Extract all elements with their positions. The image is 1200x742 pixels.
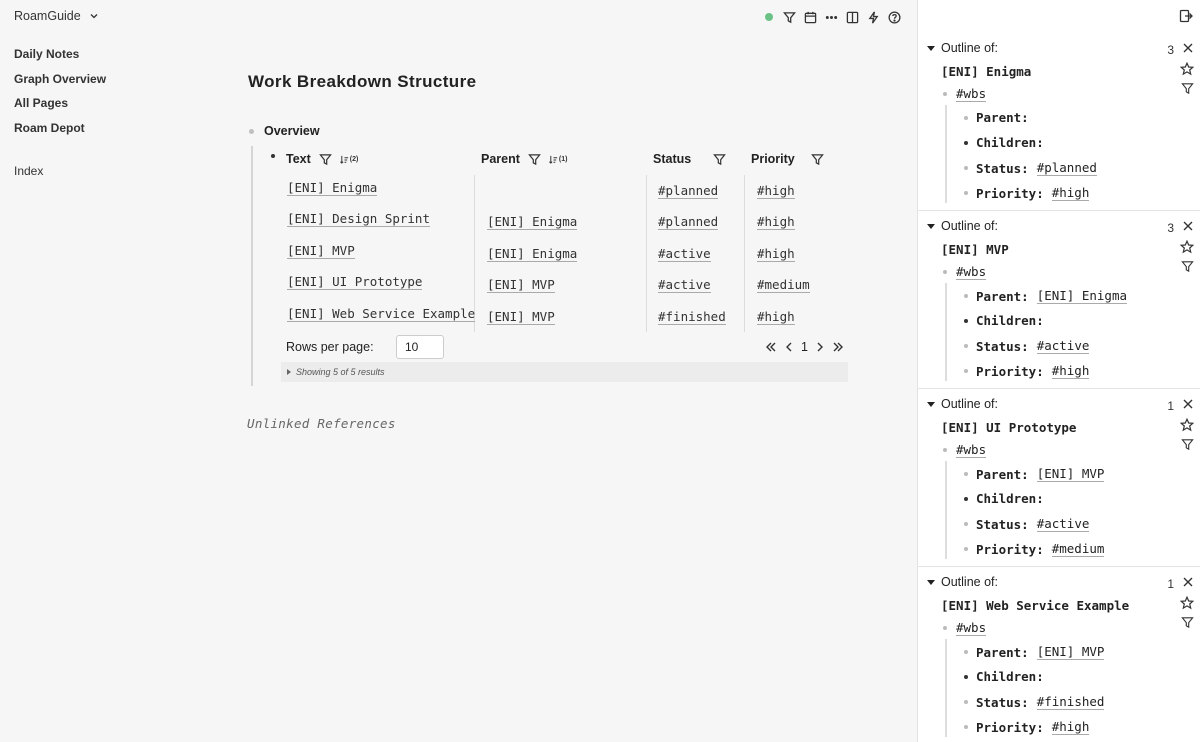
- close-sidebar-icon[interactable]: [1179, 9, 1193, 23]
- block-bullet[interactable]: [964, 522, 968, 526]
- graph-name: RoamGuide: [14, 9, 81, 23]
- right-sidebar: [917, 0, 1200, 742]
- outline-panel: [918, 389, 1200, 567]
- pagination: [765, 340, 844, 354]
- column-header-label: Text: [286, 152, 311, 166]
- block-bullet[interactable]: [964, 547, 968, 551]
- outline-count: 3: [1167, 43, 1174, 57]
- last-page-icon[interactable]: [832, 341, 844, 353]
- wbs-tag[interactable]: #wbs: [956, 86, 987, 101]
- property-key: Children:: [976, 135, 1044, 150]
- property-value[interactable]: #active: [1036, 338, 1090, 353]
- block-bullet[interactable]: [964, 725, 968, 729]
- property-key: Priority:: [976, 185, 1044, 201]
- sort-descending-icon: [549, 155, 558, 164]
- page-title: Work Breakdown Structure: [248, 72, 477, 91]
- sort-order-badge: (2): [349, 155, 359, 163]
- outline-page-title[interactable]: [ENI] MVP: [941, 242, 1009, 257]
- block-indent-line: [945, 283, 947, 381]
- column-header-label: Priority: [751, 152, 795, 166]
- cell-priority-tag[interactable]: #high: [757, 183, 795, 198]
- sidebar-toggle-button[interactable]: [842, 8, 863, 26]
- block-bullet[interactable]: [964, 344, 968, 348]
- sidebar-toggle-icon: [846, 11, 859, 24]
- block-bullet[interactable]: [964, 650, 968, 654]
- more-button[interactable]: [821, 8, 842, 26]
- property-key: Status:: [976, 160, 1029, 176]
- sidebar-item-daily-notes[interactable]: Daily Notes: [14, 47, 80, 61]
- rows-per-page-label: Rows per page:: [286, 340, 374, 354]
- outline-header[interactable]: [927, 41, 998, 55]
- caret-right-icon: [287, 369, 291, 375]
- column-header-label: Status: [653, 152, 692, 166]
- outline-count: 1: [1167, 577, 1174, 591]
- filter-icon: [783, 11, 796, 24]
- block-bullet[interactable]: [964, 294, 968, 298]
- caret-down-icon: [927, 580, 935, 585]
- cell-status-tag[interactable]: #planned: [658, 183, 719, 198]
- caret-down-icon: [927, 46, 935, 51]
- block-bullet[interactable]: [964, 319, 968, 323]
- sidebar-item-index[interactable]: Index: [14, 164, 44, 178]
- outline-header[interactable]: [927, 575, 998, 589]
- property-children: [964, 135, 1044, 150]
- filter-icon[interactable]: [1181, 260, 1194, 273]
- cell-parent-link[interactable]: [ENI] MVP: [487, 277, 555, 292]
- column-divider: [646, 175, 647, 332]
- cell-priority-tag[interactable]: #high: [757, 214, 795, 229]
- caret-down-icon: [927, 224, 935, 229]
- filter-icon[interactable]: [1181, 616, 1194, 629]
- property-parent: [964, 466, 1104, 482]
- close-icon[interactable]: [1182, 398, 1194, 410]
- cell-text-link[interactable]: [ENI] Design Sprint: [287, 211, 430, 226]
- block-indent-line: [945, 639, 947, 737]
- block-bullet[interactable]: [943, 92, 947, 96]
- star-icon[interactable]: [1180, 418, 1194, 432]
- cell-priority-tag[interactable]: #medium: [757, 277, 810, 292]
- block-bullet[interactable]: [964, 472, 968, 476]
- overview-block: Overview: [264, 124, 320, 138]
- calendar-button[interactable]: [800, 8, 821, 26]
- graph-switcher[interactable]: [14, 9, 99, 23]
- block-bullet[interactable]: [964, 369, 968, 373]
- column-header-status[interactable]: [653, 152, 726, 166]
- column-header-text[interactable]: [286, 152, 358, 166]
- property-value[interactable]: #high: [1051, 185, 1090, 200]
- filter-button[interactable]: [779, 8, 800, 26]
- cell-text-link[interactable]: [ENI] UI Prototype: [287, 274, 423, 289]
- cell-parent-link[interactable]: [ENI] Enigma: [487, 246, 578, 261]
- property-key: Parent:: [976, 288, 1029, 304]
- block-bullet[interactable]: [964, 141, 968, 145]
- column-header-label: Parent: [481, 152, 520, 166]
- sync-status[interactable]: [758, 8, 779, 26]
- chevron-down-icon: [89, 11, 99, 21]
- more-icon: [825, 11, 838, 24]
- property-status: [964, 694, 1104, 710]
- lightning-icon: [867, 11, 880, 24]
- cell-text-link[interactable]: [ENI] MVP: [287, 243, 355, 258]
- block-indent-line: [945, 461, 947, 559]
- sidebar-item-graph-overview[interactable]: Graph Overview: [14, 72, 107, 86]
- next-page-icon[interactable]: [814, 341, 826, 353]
- block-bullet[interactable]: [964, 191, 968, 195]
- property-key: Parent:: [976, 644, 1029, 660]
- property-children: [964, 313, 1044, 328]
- close-icon[interactable]: [1182, 576, 1194, 588]
- filter-icon[interactable]: [319, 153, 332, 166]
- block-bullet[interactable]: [943, 626, 947, 630]
- star-icon[interactable]: [1180, 240, 1194, 254]
- property-priority: [964, 185, 1089, 201]
- property-value[interactable]: #high: [1051, 719, 1090, 734]
- property-key: Children:: [976, 313, 1044, 328]
- close-icon[interactable]: [1182, 42, 1194, 54]
- property-children: [964, 491, 1044, 506]
- outline-panel: [918, 567, 1200, 742]
- close-icon[interactable]: [1182, 220, 1194, 232]
- property-key: Parent:: [976, 466, 1029, 482]
- outline-page-title[interactable]: [ENI] Web Service Example: [941, 598, 1130, 613]
- cell-parent-link[interactable]: [ENI] Enigma: [487, 214, 578, 229]
- sort-indicator[interactable]: [340, 155, 359, 164]
- property-value[interactable]: #active: [1036, 516, 1090, 531]
- column-header-priority[interactable]: [751, 152, 824, 166]
- cell-parent-link[interactable]: [ENI] MVP: [487, 309, 555, 324]
- sort-order-badge: (1): [558, 155, 568, 163]
- cell-priority-tag[interactable]: #high: [757, 246, 795, 261]
- wbs-tag[interactable]: #wbs: [956, 442, 987, 457]
- property-key: Parent:: [976, 110, 1029, 125]
- property-key: Priority:: [976, 363, 1044, 379]
- lightning-button[interactable]: [863, 8, 884, 26]
- block-bullet[interactable]: [964, 116, 968, 120]
- cell-status-tag[interactable]: #active: [658, 246, 711, 261]
- property-key: Priority:: [976, 541, 1044, 557]
- property-status: [964, 338, 1089, 354]
- sync-status-dot: [765, 13, 773, 21]
- filter-icon[interactable]: [811, 153, 824, 166]
- previous-page-icon[interactable]: [783, 341, 795, 353]
- sidebar-item-all-pages[interactable]: All Pages: [14, 96, 69, 110]
- cell-status-tag[interactable]: #finished: [658, 309, 726, 324]
- property-parent: [964, 288, 1127, 304]
- block-indent-line: [945, 105, 947, 203]
- left-sidebar: [0, 0, 200, 742]
- property-key: Priority:: [976, 719, 1044, 735]
- property-priority: [964, 719, 1089, 735]
- property-key: Status:: [976, 516, 1029, 532]
- block-indent-line: [251, 146, 253, 386]
- block-bullet[interactable]: [964, 497, 968, 501]
- block-bullet[interactable]: [964, 700, 968, 704]
- sort-indicator[interactable]: [549, 155, 568, 164]
- property-value[interactable]: [ENI] Enigma: [1036, 288, 1127, 303]
- property-children: [964, 669, 1044, 684]
- property-priority: [964, 541, 1104, 557]
- outline-page-title[interactable]: [ENI] Enigma: [941, 64, 1032, 79]
- outline-page-title[interactable]: [ENI] UI Prototype: [941, 420, 1077, 435]
- help-button[interactable]: [884, 8, 905, 26]
- outline-header[interactable]: [927, 219, 998, 233]
- outline-header-label: Outline of:: [941, 575, 998, 589]
- property-key: Status:: [976, 338, 1029, 354]
- unlinked-references[interactable]: Unlinked References: [247, 416, 396, 431]
- filter-icon[interactable]: [1181, 82, 1194, 95]
- cell-text-link[interactable]: [ENI] Enigma: [287, 180, 378, 195]
- property-status: [964, 160, 1097, 176]
- property-value[interactable]: #high: [1051, 363, 1090, 378]
- cell-status-tag[interactable]: #planned: [658, 214, 719, 229]
- outline-panel: [918, 211, 1200, 389]
- calendar-icon: [804, 11, 817, 24]
- cell-priority-tag[interactable]: #high: [757, 309, 795, 324]
- rows-per-page-input[interactable]: 10: [396, 335, 444, 359]
- outline-count: 1: [1167, 399, 1174, 413]
- block-bullet[interactable]: [943, 270, 947, 274]
- block-bullet[interactable]: [943, 448, 947, 452]
- outline-panel: [918, 33, 1200, 211]
- results-summary[interactable]: [281, 362, 848, 382]
- filter-icon[interactable]: [1181, 438, 1194, 451]
- sort-descending-icon: [340, 155, 349, 164]
- property-key: Children:: [976, 669, 1044, 684]
- outline-header-label: Outline of:: [941, 219, 998, 233]
- property-key: Status:: [976, 694, 1029, 710]
- property-value[interactable]: #finished: [1036, 694, 1105, 709]
- property-status: [964, 516, 1089, 532]
- outline-header-label: Outline of:: [941, 41, 998, 55]
- property-value[interactable]: [ENI] MVP: [1036, 466, 1105, 481]
- star-icon[interactable]: [1180, 596, 1194, 610]
- table-block-bullet[interactable]: [271, 154, 275, 158]
- property-value[interactable]: [ENI] MVP: [1036, 644, 1105, 659]
- property-key: Children:: [976, 491, 1044, 506]
- filter-icon[interactable]: [713, 153, 726, 166]
- property-parent: [964, 110, 1029, 125]
- property-value[interactable]: #planned: [1036, 160, 1097, 175]
- cell-text-link[interactable]: [ENI] Web Service Example: [287, 306, 476, 321]
- property-value[interactable]: #medium: [1051, 541, 1105, 556]
- property-parent: [964, 644, 1104, 660]
- column-divider: [744, 175, 745, 332]
- first-page-icon[interactable]: [765, 341, 777, 353]
- top-toolbar: [758, 8, 905, 26]
- block-bullet[interactable]: [964, 166, 968, 170]
- block-bullet[interactable]: [964, 675, 968, 679]
- caret-down-icon: [927, 402, 935, 407]
- current-page: 1: [801, 340, 808, 354]
- help-icon: [888, 11, 901, 24]
- cell-status-tag[interactable]: #active: [658, 277, 711, 292]
- wbs-tag[interactable]: #wbs: [956, 264, 987, 279]
- sidebar-item-roam-depot[interactable]: Roam Depot: [14, 121, 85, 135]
- outline-count: 3: [1167, 221, 1174, 235]
- property-priority: [964, 363, 1089, 379]
- outline-header[interactable]: [927, 397, 998, 411]
- column-header-parent[interactable]: [481, 152, 567, 166]
- star-icon[interactable]: [1180, 62, 1194, 76]
- results-text: Showing 5 of 5 results: [296, 367, 385, 377]
- wbs-tag[interactable]: #wbs: [956, 620, 987, 635]
- block-bullet[interactable]: [249, 129, 254, 134]
- outline-header-label: Outline of:: [941, 397, 998, 411]
- filter-icon[interactable]: [528, 153, 541, 166]
